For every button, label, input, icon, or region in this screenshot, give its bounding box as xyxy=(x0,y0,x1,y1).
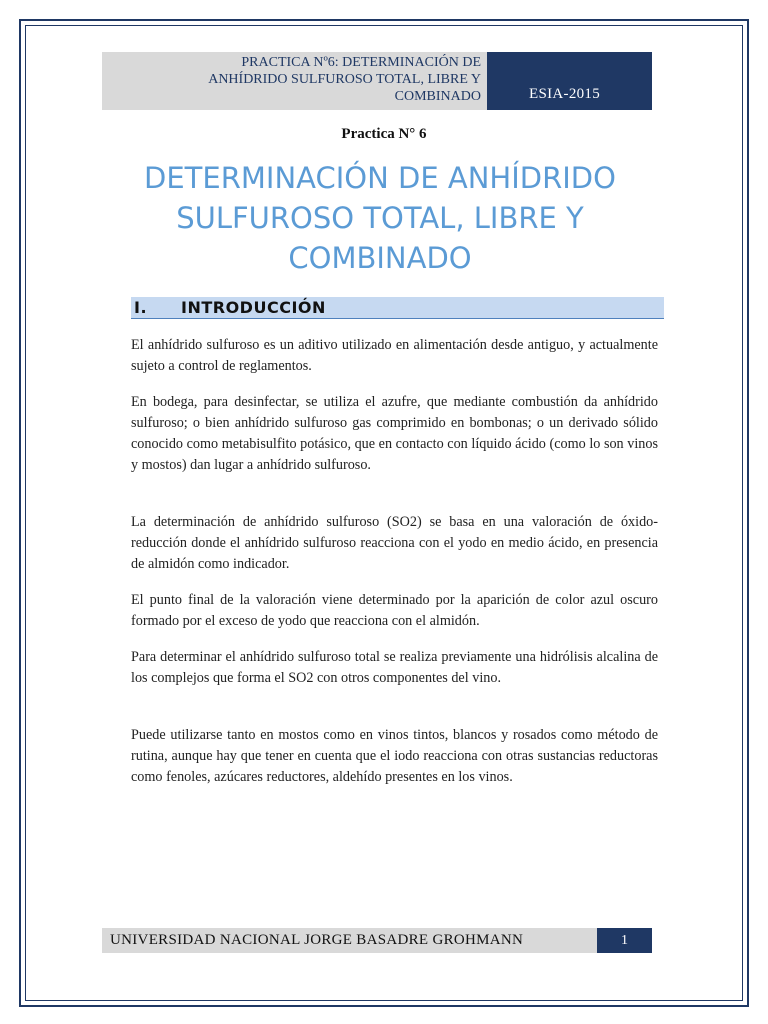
document-title-line: COMBINADO xyxy=(288,241,472,275)
header-title-line: PRACTICA Nº6: DETERMINACIÓN DE xyxy=(241,55,481,70)
paragraph: En bodega, para desinfectar, se utiliza el azufre, que mediante combustión da anhídrido sulfuroso; o bien anhídrido sulfuroso gas comprimido en bombonas; o un derivado sólido conocido como metabisulfito potásico, que en contacto con líquido ácido (como lo son vinos y mostos) dan lugar a anhídrido sulfuroso. xyxy=(131,394,658,473)
header-tag: ESIA-2015 xyxy=(487,52,652,110)
page-number: 1 xyxy=(597,928,652,953)
document-title-line: SULFUROSO TOTAL, LIBRE Y xyxy=(176,201,584,235)
paragraph: Puede utilizarse tanto en mostos como en vinos tintos, blancos y rosados como método de rutina, aunque hay que tener en cuenta que el iodo reacciona con otras sustancias reductoras como fenoles, azúcares reductores, aldehído presentes en los vinos. xyxy=(131,727,658,785)
header-title-line: COMBINADO xyxy=(394,89,481,104)
header-title-line: ANHÍDRIDO SULFUROSO TOTAL, LIBRE Y xyxy=(208,72,481,87)
footer-institution: UNIVERSIDAD NACIONAL JORGE BASADRE GROHMANN xyxy=(102,928,597,953)
document-title-line: DETERMINACIÓN DE ANHÍDRIDO xyxy=(144,161,616,195)
header-title xyxy=(102,52,487,110)
paragraph: El punto final de la valoración viene determinado por la aparición de color azul oscuro formado por el exceso de yodo que reacciona con el almidón. xyxy=(131,592,658,629)
section-heading xyxy=(131,297,664,319)
section-number: I. xyxy=(134,298,148,317)
paragraph: La determinación de anhídrido sulfuroso (SO2) se basa en una valoración de óxido-reducción donde el anhídrido sulfuroso reacciona con el yodo en medio ácido, en presencia de almidón como indicador. xyxy=(131,514,658,572)
paragraph: Para determinar el anhídrido sulfuroso total se realiza previamente una hidrólisis alcalina de los complejos que forma el SO2 con otros componentes del vino. xyxy=(131,649,658,686)
section-title: INTRODUCCIÓN xyxy=(181,298,326,317)
practica-label: Practica N° 6 xyxy=(341,126,427,142)
document-title xyxy=(110,158,650,278)
paragraph: El anhídrido sulfuroso es un aditivo utilizado en alimentación desde antiguo, y actualmente sujeto a control de reglamentos. xyxy=(131,337,658,374)
